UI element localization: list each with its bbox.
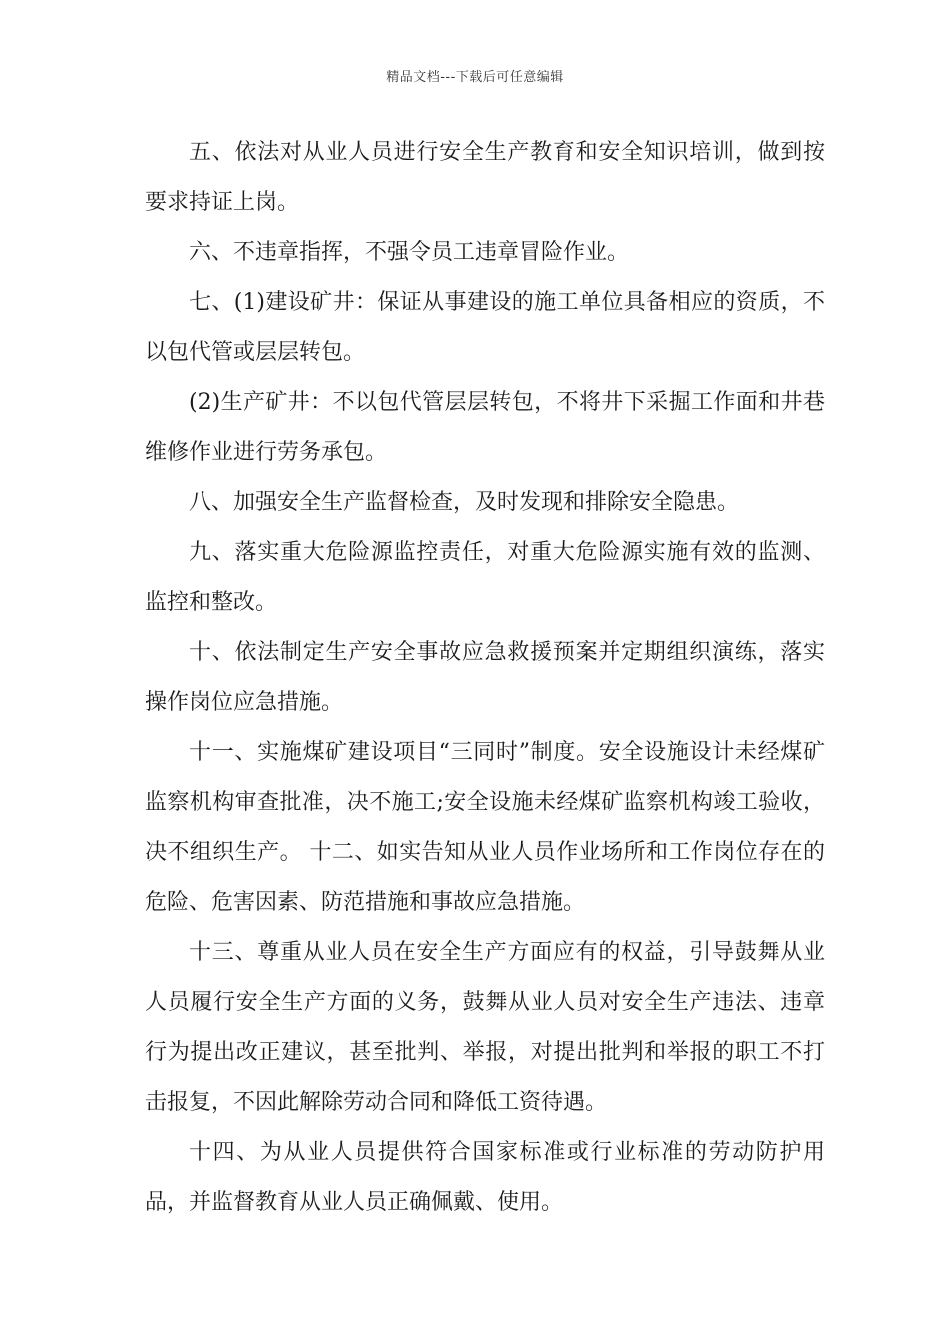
paragraph-13: 十三、尊重从业人员在安全生产方面应有的权益，引导鼓舞从业人员履行安全生产方面的义务，鼓舞从业人员对安全生产违法、违章行为提出改正建议，甚至批判、举报，对提出批判和举报的职工不打击报复，不因此解除劳动合同和降低工资待遇。 (145, 940, 825, 1115)
paragraph-5: 五、依法对从业人员进行安全生产教育和安全知识培训，做到按要求持证上岗。 (145, 140, 825, 215)
paragraph-7-2: (2)生产矿井：不以包代管层层转包，不将井下采掘工作面和井巷维修作业进行劳务承包。 (145, 390, 825, 465)
paragraph-9: 九、落实重大危险源监控责任，对重大危险源实施有效的监测、监控和整改。 (145, 540, 825, 615)
paragraph-6: 六、不违章指挥，不强令员工违章冒险作业。 (189, 240, 630, 265)
paragraph-10: 十、依法制定生产安全事故应急救援预案并定期组织演练，落实操作岗位应急措施。 (145, 640, 825, 715)
paragraph-8: 八、加强安全生产监督检查，及时发现和排除安全隐患。 (189, 490, 740, 515)
paragraph-7-1: 七、(1)建设矿井：保证从事建设的施工单位具备相应的资质，不以包代管或层层转包。 (145, 290, 825, 365)
document-body (145, 128, 825, 1228)
page-header: 精品文档---下载后可任意编辑 (386, 70, 564, 85)
paragraph-14: 十四、为从业人员提供符合国家标准或行业标准的劳动防护用品，并监督教育从业人员正确佩戴、使用。 (145, 1140, 825, 1215)
paragraph-11-12: 十一、实施煤矿建设项目“三同时”制度。安全设施设计未经煤矿监察机构审查批准，决不施工;安全设施未经煤矿监察机构竣工验收，决不组织生产。 十二、如实告知从业人员作业场所和工作岗位存在的危险、危害因素、防范措施和事故应急措施。 (145, 740, 825, 915)
